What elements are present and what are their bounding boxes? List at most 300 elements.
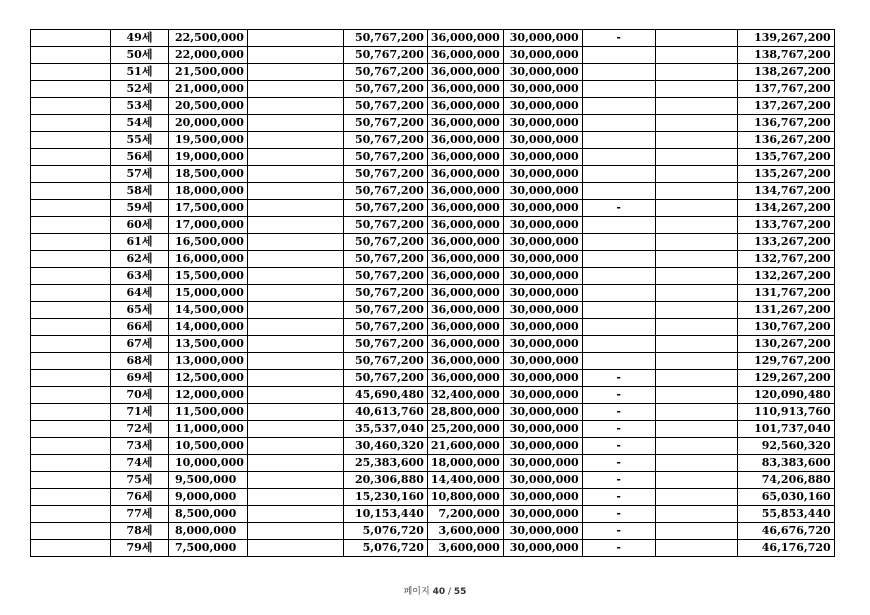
cell-blank <box>31 353 111 370</box>
cell-total: 46,676,720 <box>737 523 834 540</box>
cell-empty <box>247 506 343 523</box>
cell-base: 20,500,000 <box>169 98 248 115</box>
cell-blank <box>31 438 111 455</box>
cell-c3: 30,000,000 <box>503 268 582 285</box>
cell-c3: 30,000,000 <box>503 438 582 455</box>
cell-base: 20,000,000 <box>169 115 248 132</box>
table-row <box>31 98 835 115</box>
cell-age: 51세 <box>111 64 169 81</box>
cell-age: 70세 <box>111 387 169 404</box>
cell-base: 12,500,000 <box>169 370 248 387</box>
cell-empty <box>247 387 343 404</box>
table-row <box>31 285 835 302</box>
cell-base: 14,500,000 <box>169 302 248 319</box>
cell-c3: 30,000,000 <box>503 336 582 353</box>
table-row <box>31 217 835 234</box>
cell-c2: 36,000,000 <box>427 30 503 47</box>
cell-base: 8,500,000 <box>169 506 248 523</box>
cell-empty <box>655 200 737 217</box>
cell-c3: 30,000,000 <box>503 455 582 472</box>
cell-empty <box>247 489 343 506</box>
table-row <box>31 370 835 387</box>
table-row <box>31 506 835 523</box>
cell-c1: 50,767,200 <box>343 336 427 353</box>
cell-age: 53세 <box>111 98 169 115</box>
cell-age: 66세 <box>111 319 169 336</box>
footer-separator: / <box>445 587 454 597</box>
cell-c1: 50,767,200 <box>343 200 427 217</box>
table-row <box>31 64 835 81</box>
cell-total: 138,767,200 <box>737 47 834 64</box>
cell-blank <box>31 455 111 472</box>
cell-total: 74,206,880 <box>737 472 834 489</box>
cell-dash <box>582 98 655 115</box>
footer-prefix: 페이지 <box>403 587 433 597</box>
cell-empty <box>247 98 343 115</box>
cell-empty <box>655 489 737 506</box>
cell-blank <box>31 200 111 217</box>
cell-empty <box>247 149 343 166</box>
cell-empty <box>247 251 343 268</box>
cell-empty <box>247 438 343 455</box>
cell-c1: 50,767,200 <box>343 64 427 81</box>
cell-base: 14,000,000 <box>169 319 248 336</box>
cell-empty <box>655 455 737 472</box>
cell-base: 17,500,000 <box>169 200 248 217</box>
cell-c3: 30,000,000 <box>503 319 582 336</box>
cell-c2: 36,000,000 <box>427 200 503 217</box>
cell-blank <box>31 506 111 523</box>
cell-c3: 30,000,000 <box>503 421 582 438</box>
cell-c1: 5,076,720 <box>343 523 427 540</box>
cell-total: 133,767,200 <box>737 217 834 234</box>
cell-c3: 30,000,000 <box>503 370 582 387</box>
cell-age: 68세 <box>111 353 169 370</box>
cell-total: 131,767,200 <box>737 285 834 302</box>
cell-dash <box>582 285 655 302</box>
cell-empty <box>247 217 343 234</box>
cell-dash <box>582 115 655 132</box>
cell-blank <box>31 302 111 319</box>
cell-empty <box>655 421 737 438</box>
cell-empty <box>655 472 737 489</box>
footer-current-page: 40 <box>432 587 446 597</box>
cell-total: 131,267,200 <box>737 302 834 319</box>
cell-dash: - <box>582 30 655 47</box>
cell-base: 19,500,000 <box>169 132 248 149</box>
cell-empty <box>655 251 737 268</box>
cell-c1: 50,767,200 <box>343 183 427 200</box>
cell-blank <box>31 404 111 421</box>
cell-blank <box>31 285 111 302</box>
cell-c2: 36,000,000 <box>427 64 503 81</box>
table-row <box>31 149 835 166</box>
cell-base: 15,500,000 <box>169 268 248 285</box>
cell-total: 110,913,760 <box>737 404 834 421</box>
cell-base: 13,500,000 <box>169 336 248 353</box>
cell-c1: 50,767,200 <box>343 285 427 302</box>
cell-c2: 36,000,000 <box>427 81 503 98</box>
cell-dash <box>582 183 655 200</box>
cell-total: 135,767,200 <box>737 149 834 166</box>
cell-base: 10,000,000 <box>169 455 248 472</box>
cell-blank <box>31 319 111 336</box>
cell-base: 18,500,000 <box>169 166 248 183</box>
cell-c1: 50,767,200 <box>343 217 427 234</box>
cell-empty <box>655 98 737 115</box>
cell-age: 79세 <box>111 540 169 557</box>
cell-c3: 30,000,000 <box>503 132 582 149</box>
cell-empty <box>655 183 737 200</box>
cell-c2: 21,600,000 <box>427 438 503 455</box>
cell-base: 12,000,000 <box>169 387 248 404</box>
table-row <box>31 234 835 251</box>
cell-c3: 30,000,000 <box>503 217 582 234</box>
cell-blank <box>31 81 111 98</box>
cell-blank <box>31 251 111 268</box>
cell-age: 77세 <box>111 506 169 523</box>
cell-blank <box>31 489 111 506</box>
cell-c3: 30,000,000 <box>503 353 582 370</box>
cell-c3: 30,000,000 <box>503 472 582 489</box>
cell-total: 130,267,200 <box>737 336 834 353</box>
cell-c3: 30,000,000 <box>503 404 582 421</box>
cell-c2: 25,200,000 <box>427 421 503 438</box>
cell-total: 129,267,200 <box>737 370 834 387</box>
table-row <box>31 523 835 540</box>
cell-total: 134,267,200 <box>737 200 834 217</box>
cell-c3: 30,000,000 <box>503 506 582 523</box>
cell-base: 16,000,000 <box>169 251 248 268</box>
cell-base: 10,500,000 <box>169 438 248 455</box>
cell-total: 129,767,200 <box>737 353 834 370</box>
cell-empty <box>247 472 343 489</box>
cell-dash <box>582 302 655 319</box>
cell-c1: 50,767,200 <box>343 319 427 336</box>
cell-dash: - <box>582 200 655 217</box>
table-row <box>31 455 835 472</box>
table-row <box>31 115 835 132</box>
cell-base: 17,000,000 <box>169 217 248 234</box>
cell-dash: - <box>582 421 655 438</box>
cell-total: 130,767,200 <box>737 319 834 336</box>
cell-total: 132,267,200 <box>737 268 834 285</box>
cell-empty <box>247 115 343 132</box>
cell-c3: 30,000,000 <box>503 149 582 166</box>
cell-blank <box>31 183 111 200</box>
cell-age: 75세 <box>111 472 169 489</box>
table-row <box>31 404 835 421</box>
cell-dash <box>582 319 655 336</box>
cell-empty <box>247 540 343 557</box>
table-row <box>31 251 835 268</box>
cell-empty <box>247 302 343 319</box>
cell-empty <box>655 115 737 132</box>
cell-c1: 25,383,600 <box>343 455 427 472</box>
cell-c3: 30,000,000 <box>503 81 582 98</box>
cell-empty <box>247 523 343 540</box>
cell-c1: 50,767,200 <box>343 370 427 387</box>
table-row <box>31 268 835 285</box>
cell-dash <box>582 166 655 183</box>
cell-c2: 18,000,000 <box>427 455 503 472</box>
cell-dash: - <box>582 489 655 506</box>
cell-empty <box>655 404 737 421</box>
cell-c3: 30,000,000 <box>503 234 582 251</box>
cell-empty <box>655 166 737 183</box>
table-row <box>31 319 835 336</box>
cell-empty <box>655 370 737 387</box>
cell-blank <box>31 523 111 540</box>
cell-dash <box>582 268 655 285</box>
cell-total: 132,767,200 <box>737 251 834 268</box>
cell-c3: 30,000,000 <box>503 540 582 557</box>
cell-c2: 36,000,000 <box>427 234 503 251</box>
cell-total: 134,767,200 <box>737 183 834 200</box>
table-row <box>31 166 835 183</box>
cell-empty <box>247 81 343 98</box>
cell-blank <box>31 336 111 353</box>
cell-c3: 30,000,000 <box>503 200 582 217</box>
cell-blank <box>31 421 111 438</box>
cell-c1: 50,767,200 <box>343 302 427 319</box>
table-row <box>31 302 835 319</box>
cell-empty <box>247 455 343 472</box>
cell-blank <box>31 166 111 183</box>
cell-c1: 50,767,200 <box>343 98 427 115</box>
cell-c1: 50,767,200 <box>343 115 427 132</box>
cell-c3: 30,000,000 <box>503 285 582 302</box>
cell-base: 8,000,000 <box>169 523 248 540</box>
table-row <box>31 132 835 149</box>
cell-age: 54세 <box>111 115 169 132</box>
cell-total: 133,267,200 <box>737 234 834 251</box>
table-row <box>31 472 835 489</box>
cell-c3: 30,000,000 <box>503 30 582 47</box>
cell-age: 69세 <box>111 370 169 387</box>
cell-c1: 50,767,200 <box>343 234 427 251</box>
cell-base: 18,000,000 <box>169 183 248 200</box>
cell-c2: 36,000,000 <box>427 115 503 132</box>
cell-empty <box>655 149 737 166</box>
cell-base: 21,500,000 <box>169 64 248 81</box>
cell-c2: 36,000,000 <box>427 302 503 319</box>
table-row <box>31 30 835 47</box>
cell-dash <box>582 81 655 98</box>
cell-empty <box>655 132 737 149</box>
cell-age: 78세 <box>111 523 169 540</box>
cell-c1: 50,767,200 <box>343 47 427 64</box>
cell-empty <box>247 268 343 285</box>
cell-empty <box>247 132 343 149</box>
cell-c3: 30,000,000 <box>503 98 582 115</box>
data-table <box>30 29 835 557</box>
cell-total: 136,767,200 <box>737 115 834 132</box>
cell-blank <box>31 268 111 285</box>
table-row <box>31 438 835 455</box>
cell-c2: 28,800,000 <box>427 404 503 421</box>
cell-dash: - <box>582 540 655 557</box>
cell-c1: 35,537,040 <box>343 421 427 438</box>
cell-c2: 36,000,000 <box>427 98 503 115</box>
cell-age: 50세 <box>111 47 169 64</box>
cell-empty <box>655 319 737 336</box>
cell-c1: 20,306,880 <box>343 472 427 489</box>
cell-age: 62세 <box>111 251 169 268</box>
cell-empty <box>655 336 737 353</box>
cell-c2: 36,000,000 <box>427 149 503 166</box>
cell-blank <box>31 234 111 251</box>
cell-base: 22,500,000 <box>169 30 248 47</box>
cell-c1: 50,767,200 <box>343 132 427 149</box>
cell-empty <box>247 200 343 217</box>
cell-blank <box>31 132 111 149</box>
cell-empty <box>655 302 737 319</box>
cell-c2: 36,000,000 <box>427 268 503 285</box>
cell-age: 74세 <box>111 455 169 472</box>
cell-c1: 50,767,200 <box>343 30 427 47</box>
cell-blank <box>31 115 111 132</box>
cell-age: 71세 <box>111 404 169 421</box>
cell-age: 73세 <box>111 438 169 455</box>
cell-empty <box>655 353 737 370</box>
cell-c3: 30,000,000 <box>503 523 582 540</box>
cell-total: 83,383,600 <box>737 455 834 472</box>
cell-age: 61세 <box>111 234 169 251</box>
cell-c1: 30,460,320 <box>343 438 427 455</box>
cell-age: 65세 <box>111 302 169 319</box>
cell-age: 55세 <box>111 132 169 149</box>
cell-c1: 50,767,200 <box>343 166 427 183</box>
cell-empty <box>655 81 737 98</box>
cell-base: 19,000,000 <box>169 149 248 166</box>
cell-blank <box>31 98 111 115</box>
cell-total: 120,090,480 <box>737 387 834 404</box>
cell-total: 136,267,200 <box>737 132 834 149</box>
cell-c1: 10,153,440 <box>343 506 427 523</box>
cell-dash: - <box>582 387 655 404</box>
cell-age: 76세 <box>111 489 169 506</box>
cell-c3: 30,000,000 <box>503 387 582 404</box>
cell-c1: 50,767,200 <box>343 268 427 285</box>
cell-c3: 30,000,000 <box>503 489 582 506</box>
table-row <box>31 336 835 353</box>
cell-c3: 30,000,000 <box>503 183 582 200</box>
cell-age: 49세 <box>111 30 169 47</box>
table-row <box>31 81 835 98</box>
cell-c1: 50,767,200 <box>343 251 427 268</box>
cell-empty <box>655 30 737 47</box>
cell-empty <box>655 217 737 234</box>
cell-dash: - <box>582 472 655 489</box>
cell-base: 13,000,000 <box>169 353 248 370</box>
cell-empty <box>655 523 737 540</box>
table-row <box>31 200 835 217</box>
cell-age: 56세 <box>111 149 169 166</box>
cell-empty <box>247 336 343 353</box>
cell-c2: 3,600,000 <box>427 540 503 557</box>
cell-empty <box>655 438 737 455</box>
cell-dash <box>582 217 655 234</box>
cell-total: 138,267,200 <box>737 64 834 81</box>
cell-blank <box>31 540 111 557</box>
cell-c2: 10,800,000 <box>427 489 503 506</box>
cell-dash <box>582 64 655 81</box>
cell-total: 139,267,200 <box>737 30 834 47</box>
cell-c2: 7,200,000 <box>427 506 503 523</box>
cell-empty <box>247 353 343 370</box>
cell-empty <box>655 64 737 81</box>
cell-c2: 36,000,000 <box>427 319 503 336</box>
cell-c1: 40,613,760 <box>343 404 427 421</box>
cell-empty <box>247 421 343 438</box>
cell-dash: - <box>582 370 655 387</box>
cell-c2: 36,000,000 <box>427 132 503 149</box>
table-row <box>31 421 835 438</box>
cell-c2: 36,000,000 <box>427 166 503 183</box>
cell-c2: 14,400,000 <box>427 472 503 489</box>
page-footer <box>0 584 870 597</box>
cell-total: 135,267,200 <box>737 166 834 183</box>
table-row <box>31 540 835 557</box>
cell-empty <box>655 540 737 557</box>
cell-c2: 36,000,000 <box>427 353 503 370</box>
cell-empty <box>247 47 343 64</box>
cell-total: 101,737,040 <box>737 421 834 438</box>
cell-c3: 30,000,000 <box>503 64 582 81</box>
cell-dash: - <box>582 438 655 455</box>
cell-blank <box>31 47 111 64</box>
table-row <box>31 387 835 404</box>
cell-blank <box>31 370 111 387</box>
cell-age: 59세 <box>111 200 169 217</box>
cell-dash <box>582 251 655 268</box>
cell-empty <box>655 506 737 523</box>
cell-age: 52세 <box>111 81 169 98</box>
cell-base: 11,000,000 <box>169 421 248 438</box>
cell-total: 137,767,200 <box>737 81 834 98</box>
cell-dash: - <box>582 404 655 421</box>
cell-c2: 36,000,000 <box>427 336 503 353</box>
cell-c3: 30,000,000 <box>503 47 582 64</box>
cell-c1: 15,230,160 <box>343 489 427 506</box>
cell-total: 46,176,720 <box>737 540 834 557</box>
cell-base: 9,500,000 <box>169 472 248 489</box>
cell-dash <box>582 132 655 149</box>
cell-dash <box>582 234 655 251</box>
cell-empty <box>247 404 343 421</box>
table-row <box>31 183 835 200</box>
cell-c3: 30,000,000 <box>503 166 582 183</box>
table-row <box>31 353 835 370</box>
cell-base: 22,000,000 <box>169 47 248 64</box>
cell-dash: - <box>582 455 655 472</box>
cell-empty <box>655 387 737 404</box>
cell-c2: 36,000,000 <box>427 217 503 234</box>
cell-blank <box>31 149 111 166</box>
cell-blank <box>31 472 111 489</box>
table-body <box>31 30 835 557</box>
cell-dash <box>582 336 655 353</box>
cell-c1: 45,690,480 <box>343 387 427 404</box>
cell-c1: 50,767,200 <box>343 353 427 370</box>
footer-total-pages: 55 <box>453 587 467 597</box>
table-row <box>31 489 835 506</box>
cell-total: 55,853,440 <box>737 506 834 523</box>
cell-c2: 36,000,000 <box>427 251 503 268</box>
cell-empty <box>655 268 737 285</box>
cell-empty <box>655 285 737 302</box>
